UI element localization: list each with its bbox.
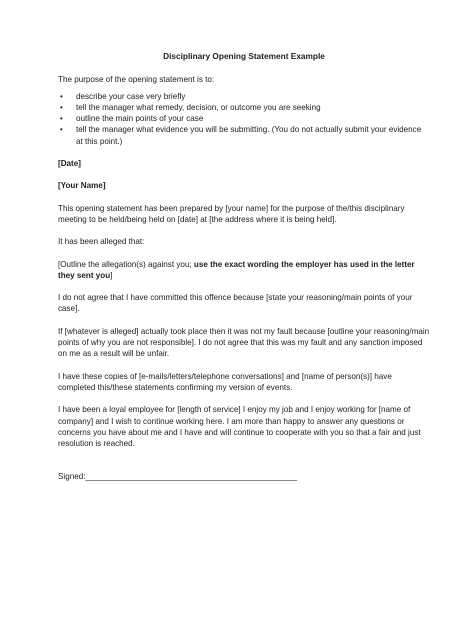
document-title: Disciplinary Opening Statement Example (163, 51, 325, 61)
statement-paragraph-1: This opening statement has been prepared by [your name] for the purpose of the/this disciplinary meeting to be held/being held on [date] at [the address where it is being held]. (58, 203, 405, 224)
bullet-icon: • (60, 125, 63, 135)
allegation-end-text: ] (110, 270, 113, 280)
list-item-text: describe your case very briefly (76, 91, 186, 101)
purpose-list-item (60, 113, 430, 124)
signature-line: Signed:_______________________________________________ (58, 472, 298, 482)
date-placeholder: [Date] (58, 159, 81, 169)
purpose-list (58, 91, 430, 147)
purpose-list-item (60, 102, 430, 113)
list-item-text: tell the manager what remedy, decision, or outcome you are seeking (76, 102, 321, 112)
document-content (58, 51, 430, 494)
name-placeholder: [Your Name] (58, 181, 106, 191)
bullet-icon: • (60, 114, 63, 124)
allegation-bold-text: use the exact wording the employer has used in the letter they sent you (58, 259, 415, 280)
intro-text: The purpose of the opening statement is to: (58, 75, 215, 85)
allegation-text: [Outline the allegation(s) against you; (58, 259, 194, 269)
statement-paragraph-7: I have been a loyal employee for [length of service] I enjoy my job and I enjoy working for [name of company] and I wish to continue working here. I am more than happy to answer any questions or concerns you have about me and I have and will continue to cooperate with you so that a fair and just resolution is reached. (58, 405, 421, 449)
statement-paragraph-4: I do not agree that I have committed this offence because [state your reasoning/main points of your case]. (58, 293, 413, 314)
list-item-text: tell the manager what evidence you will be submitting. (You do not actually submit your evidence at this point.) (76, 125, 422, 146)
purpose-list-item (60, 124, 430, 147)
statement-paragraph-5: If [whatever is alleged] actually took place then it was not my fault because [outline your reasoning/main points of why you are not responsible]. I do not agree that this was my fault and any sanction imposed on me as a result will be unfair. (58, 326, 430, 359)
statement-paragraph-2: It has been alleged that: (58, 237, 145, 247)
list-item-text: outline the main points of your case (76, 114, 204, 124)
purpose-list-item (60, 91, 430, 102)
bullet-icon: • (60, 102, 63, 112)
statement-paragraph-6: I have these copies of [e-mails/letters/telephone conversations] and [name of person(s)] have completed this/these statements confirming my version of events. (58, 371, 392, 392)
bullet-icon: • (60, 91, 63, 101)
allegation-paragraph (58, 259, 430, 282)
